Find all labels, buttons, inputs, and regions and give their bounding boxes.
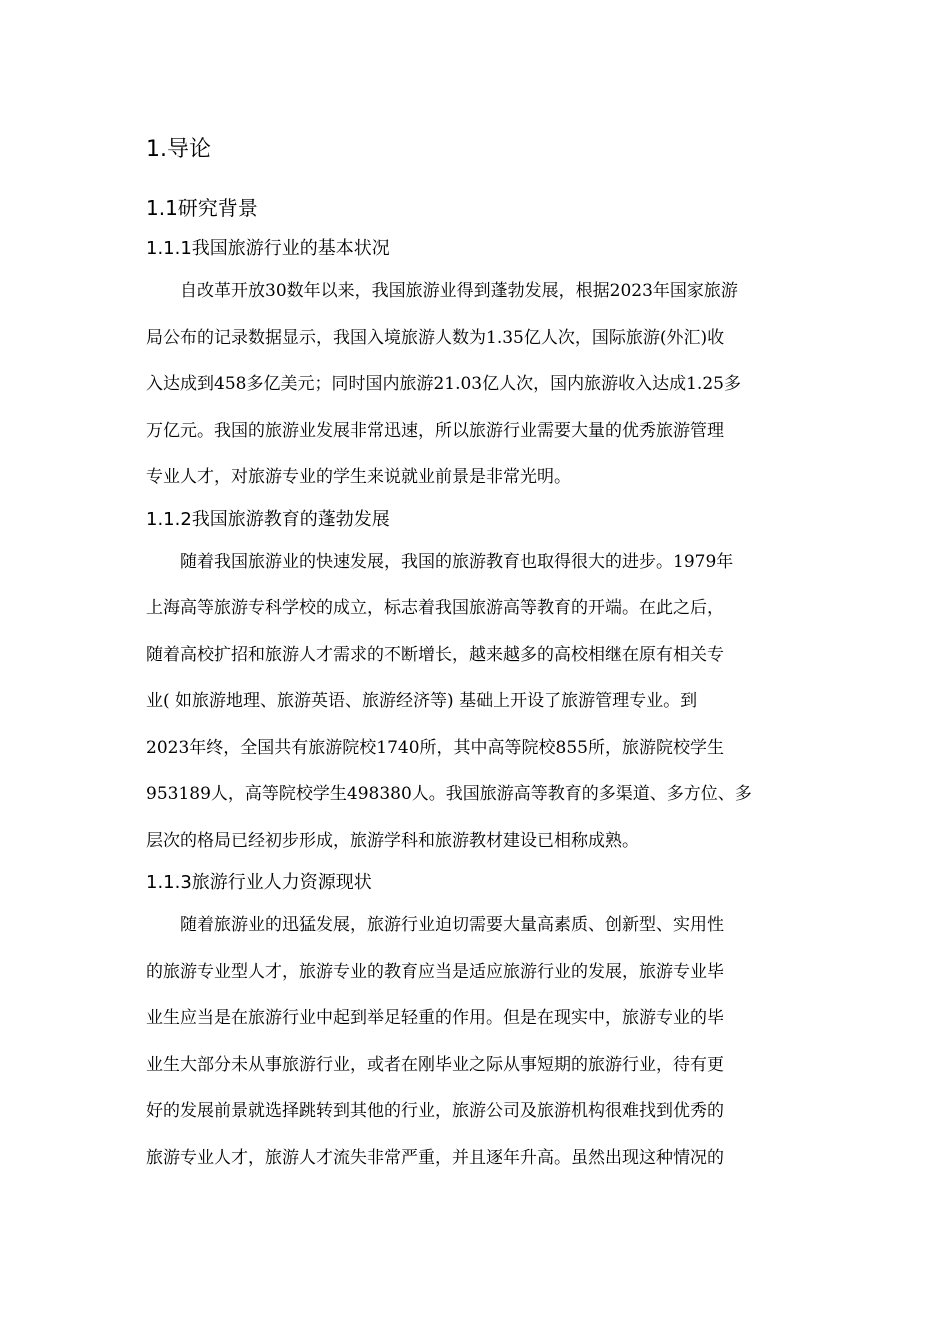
text-line: 业生应当是在旅游行业中起到举足轻重的作用。但是在现实中，旅游专业的毕 [146, 1008, 724, 1028]
paragraph [146, 902, 806, 1181]
text-line: 层次的格局已经初步形成，旅游学科和旅游教材建设已相称成熟。 [146, 830, 639, 851]
text-line: 上海高等旅游专科学校的成立，标志着我国旅游高等教育的开端。在此之后， [146, 598, 724, 618]
text-line: 旅游专业人才，旅游人才流失非常严重，并且逐年升高。虽然出现这种情况的 [146, 1147, 724, 1168]
subsection-1-1-2 [146, 501, 806, 865]
text-line: 的旅游专业型人才，旅游专业的教育应当是适应旅游行业的发展，旅游专业毕 [146, 961, 724, 982]
section-heading: 1.1研究背景 [146, 196, 258, 220]
text-line: 万亿元。我国的旅游业发展非常迅速，所以旅游行业需要大量的优秀旅游管理 [146, 420, 724, 441]
text-line: 随着旅游业的迅猛发展，旅游行业迫切需要大量高素质、创新型、实用性 [180, 915, 724, 935]
text-line: 2023年终，全国共有旅游院校1740所，其中高等院校855所，旅游院校学生 [146, 737, 724, 758]
text-line: 局公布的记录数据显示，我国入境旅游人数为1.35亿人次，国际旅游(外汇)收 [146, 327, 725, 348]
text-line: 自改革开放30数年以来，我国旅游业得到蓬勃发展，根据2023年国家旅游 [180, 281, 738, 301]
text-line: 业( 如旅游地理、旅游英语、旅游经济等) 基础上开设了旅游管理专业。到 [146, 691, 698, 711]
paragraph [146, 268, 806, 501]
subsection-heading: 1.1.3旅游行业人力资源现状 [146, 872, 372, 893]
text-line: 953189人，高等院校学生498380人。我国旅游高等教育的多渠道、多方位、多 [146, 784, 752, 804]
text-line: 随着高校扩招和旅游人才需求的不断增长，越来越多的高校相继在原有相关专 [146, 644, 724, 665]
text-line: 入达成到458多亿美元；同时国内旅游21.03亿人次，国内旅游收入达成1.25多 [146, 374, 741, 394]
text-line: 业生大部分未从事旅游行业，或者在刚毕业之际从事短期的旅游行业，待有更 [146, 1054, 724, 1075]
chapter-heading: 1.导论 [146, 137, 211, 162]
subsection-1-1-3 [146, 864, 806, 1181]
subsection-1-1-1 [146, 230, 806, 501]
document-body [146, 128, 806, 1181]
subsection-heading: 1.1.2我国旅游教育的蓬勃发展 [146, 508, 390, 530]
text-line: 专业人才，对旅游专业的学生来说就业前景是非常光明。 [146, 467, 571, 487]
subsection-heading: 1.1.1我国旅游行业的基本状况 [146, 238, 390, 259]
paragraph [146, 539, 806, 865]
text-line: 好的发展前景就选择跳转到其他的行业，旅游公司及旅游机构很难找到优秀的 [146, 1101, 724, 1121]
text-line: 随着我国旅游业的快速发展，我国的旅游教育也取得很大的进步。1979年 [180, 551, 734, 572]
